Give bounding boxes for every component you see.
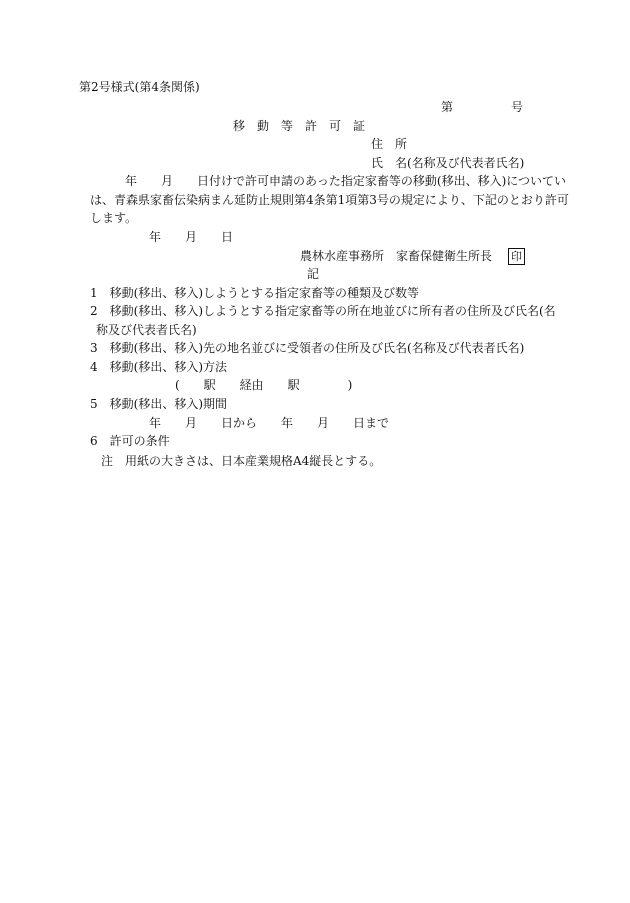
footnote: 注 用紙の大きさは、日本産業規格A4縦長とする。 bbox=[101, 454, 382, 468]
issue-no-suffix: 号 bbox=[511, 100, 524, 114]
recipient-name-label: 氏 名(名称及び代表者氏名) bbox=[371, 156, 525, 170]
ki-heading: 記 bbox=[307, 267, 320, 281]
issue-no-prefix: 第 bbox=[441, 100, 454, 114]
item-2: 2 移動(移出、移入)しようとする指定家畜等の所在地並びに所有者の住所及び氏名(名 bbox=[90, 304, 556, 318]
item-2-continued: 称及び代表者氏名) bbox=[96, 323, 197, 337]
seal-box: 印 bbox=[508, 248, 525, 265]
body-line-3: します。 bbox=[90, 211, 138, 225]
form-number: 第2号様式(第4条関係) bbox=[79, 80, 200, 94]
issue-date: 年 月 日 bbox=[149, 230, 234, 244]
recipient-address-label: 住 所 bbox=[371, 137, 408, 151]
item-4-route: ( 駅 経由 駅 ) bbox=[175, 378, 353, 392]
item-4: 4 移動(移出、移入)方法 bbox=[90, 360, 227, 374]
body-line-2: は、青森県家畜伝染病まん延防止規則第4条第1項第3号の規定により、下記のとおり許可 bbox=[90, 193, 569, 207]
item-5: 5 移動(移出、移入)期間 bbox=[90, 397, 227, 411]
item-3: 3 移動(移出、移入)先の地名並びに受領者の住所及び氏名(名称及び代表者氏名) bbox=[90, 341, 525, 355]
document-title: 移 動 等 許 可 証 bbox=[233, 119, 366, 133]
issuer: 農林水産事務所 家畜保健衛生所長 bbox=[300, 249, 493, 263]
item-6: 6 許可の条件 bbox=[90, 434, 170, 448]
item-1: 1 移動(移出、移入)しようとする指定家畜等の種類及び数等 bbox=[90, 286, 420, 300]
item-5-period: 年 月 日から 年 月 日まで bbox=[149, 416, 390, 430]
body-line-1: 年 月 日付けで許可申請のあった指定家畜等の移動(移出、移入)についてい bbox=[101, 174, 567, 188]
